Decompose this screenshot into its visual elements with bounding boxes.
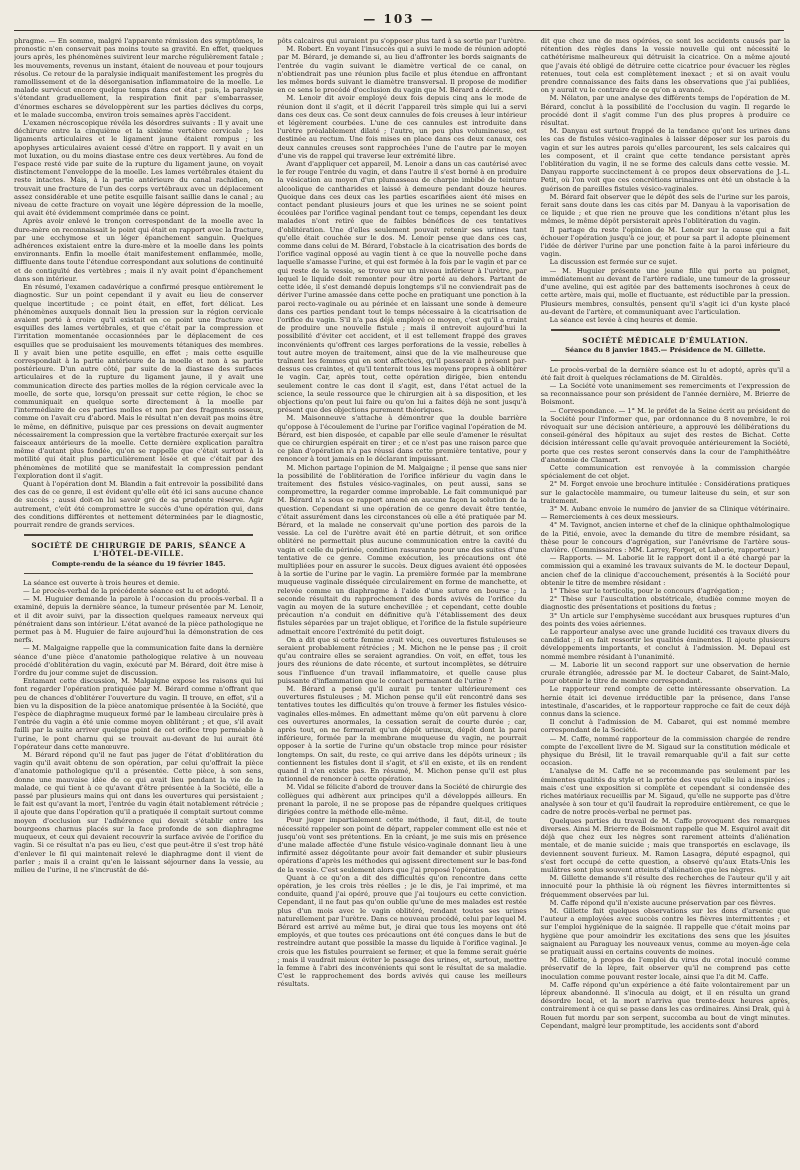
- paragraph: La discussion est fermée sur ce sujet.: [549, 258, 678, 267]
- paragraph: La séance est ouverte à trois heures et demie.: [23, 578, 180, 587]
- paragraph: 2° Thèse sur l'auscultation obstétricale, étudiée comme moyen de diagnostic des présentations et positions du fœtus ;: [540, 595, 790, 612]
- paragraph: Cette communication est renvoyée à la commission chargée spécialement de cet objet.: [540, 463, 790, 481]
- paragraph: pôts calcaires qui auraient pu s'opposer plus tard à sa sortie par l'urètre.: [277, 37, 526, 45]
- paragraph: M. Caffe répond qu'un expérience a été faite volontairement par un lépreux abandonné. Il s'inocula au doigt, et il en résulta un grand désordre local, et la mort n'arriva que trente-deux heures après, contrairement à ce qui se passe dans les cas ordinaires. Ainsi Drak, qui à Rouen fut mordu par son serpent, succomba au bout de vingt minutes. Cependant, malgré leur promptitude, les accidents sont d'abord: [540, 980, 790, 1030]
- paragraph: M. Gillette fait quelques observations sur les dons d'arsenic que l'auteur a employées avec succès contre les fièvres intermittentes ; et sur l'emploi hygiénique de la saignée. Il rappelle que c'était moins par hygiène que pour amoindrir les excitations des sens que les jésuites saignaient au Paraguay les nouveaux venus, comme au moyen-âge cela se pratiquait aussi en certains couvents de moines.: [540, 906, 790, 956]
- paragraph: M. Bérard fait observer que le dépôt des sels de l'urine sur les parois, ferait sans doute dans les cas cités par M. Danyau à la vaporisation de ce liquide ; et que rien ne prouve que les conditions n'étant plus les mêmes, le même dépôt persisterait après l'oblitération du vagin.: [540, 192, 790, 226]
- text-columns: [14, 37, 790, 1165]
- paragraph: M. Gillette demande s'il résulte des recherches de l'auteur qu'il y ait innocuité pour la phthisie là où régnent les fièvres intermittentes si fréquemment observées par lui.: [540, 874, 790, 899]
- paragraph: M. Lenoir dit avoir employé deux fois depuis cinq ans le mode de réunion dont il s'agit, et il décrit l'appareil très simple qui lui a servi dans ces deux cas. Ce sont deux cannules de fois creuses à leur intérieur et légèrement courbées. L'une de ces cannules est introduite dans l'urètre préalablement dilaté ; l'autre, un peu plus volumineuse, est destinée au rectum. Une fois mises en place dans ces deux canaux, ces deux cannules creuses sont rapprochées l'une de l'autre par le moyen d'une vis de rappel qui traverse leur extrémité libre.: [277, 94, 527, 160]
- page-header: [14, 8, 784, 31]
- section-divider: [24, 534, 253, 536]
- paragraph: Quant à ce qu'on a dit des difficultés qu'on rencontre dans cette opération, je les crois très réelles ; je le dis, je l'ai imprimé, et ma conduite, quand j'ai opéré, prouve que j'ai toujours eu cette conviction. Cependant, il ne faut pas qu'on oublie qu'une de mes malades est restée plus d'un mois avec le vagin oblitéré, rendant toutes ses urines naturellement par l'urètre. Dans ce nouveau procédé, celui par lequel M. Bérard est arrivé au même but, je dirai que tous les moyens ont été employés, et que toutes ces précautions ont été conçues dans le but de restreindre autant que possible la masse du liquide à l'orifice vaginal. Je crois que les fistules pourraient se fermer, et que la femme serait guérie ; mais il vaudrait mieux éviter le passage des urines, et, surtout, mettre la femme à l'abri des inconvénients qui sont le résultat de sa maladie. C'est le rapprochement des bords avivés qui cause les meilleurs résultats.: [277, 873, 527, 989]
- paragraph: 3° Un article sur l'emphysème succédant aux brusques ruptures d'un des points des voies aériennes.: [540, 611, 790, 628]
- paragraph: — M. Huguier présente une jeune fille qui porte au poignet, immédiatement au devant de l'artère radiale, une tumeur de la grosseur d'une aveline, qui est agitée par des battements isochrones à ceux de cette artère, mais qui, molle et fluctuante, est réductible par la pression. Plusieurs membres, consultés, pensent qu'il s'agit ici d'un kyste placé au-devant de l'artère, et communiquant avec l'articulation.: [540, 266, 790, 316]
- column-right: [541, 37, 790, 1165]
- section-divider: [551, 329, 780, 331]
- paragraph: L'examen nécroscopique révéla les désordres suivants : Il y avait une déchirure entre la cinquième et la sixième vertèbre cervicale ; les ligaments articulaires et le ligament jaune étaient rompus ; les apophyses articulaires avaient cessé d'être en rapport. Il y avait en un mot luxation, ou du moins diastase entre ces deux vertèbres. Au fond de l'espace resté vide par suite de la rupture du ligament jaune, on voyait distinctement l'enveloppe de la moelle. Les lames vertébrales étaient du reste intactes. Mais, à la partie antérieure du canal rachidien, on trouvait une fracture de l'un des corps vertébraux avec un déplacement assez considérable et une petite esquille faisant saillie dans le canal ; au niveau de cette fracture on voyait une légère dépression de la moelle, qui avait été évidemment comprimée dans ce point.: [14, 119, 264, 218]
- paragraph: 3° M. Aubanc envoie le numéro de janvier de sa Clinique vétérinaire. — Remerciements à ces deux messieurs.: [540, 504, 790, 522]
- paragraph: L'analyse de M. Caffe ne se recommande pas seulement par les éminentes qualités du style et la portée des vues qu'elle lui a inspirées ; mais c'est une exposition si complète et cependant si condensée des riches matériaux recueillis par M. Sigaud, qu'elle ne supporte pas d'être analysée à son tour et qu'il faudrait la reproduire entièrement, ce que le cadre de notre procès-verbal ne permet pas.: [540, 767, 790, 817]
- paragraph: — Le procès-verbal de la précédente séance est lu et adopté.: [23, 587, 231, 595]
- paragraph: 2° M. Forget envoie une brochure intitulée : Considérations pratiques sur le galactocèle mammaire, ou tumeur laiteuse du sein, et sur son traitement.: [540, 480, 790, 505]
- paragraph: M. Gillette, à propos de l'emploi du virus du crotal inoculé comme préservatif de la lèpre, fait observer qu'il ne comprend pas cette inoculation comme pouvant rester locale, ainsi que l'a dit M. Caffe.: [540, 956, 790, 981]
- paragraph: — M. Malgaigne rappelle que la communication faite dans la dernière séance d'une pièce d'anatomie pathologique relative à un nouveau procédé d'oblitération du vagin, exécuté par M. Bérard, doit être mise à l'ordre du jour comme sujet de discussion.: [14, 644, 264, 678]
- column-middle: [277, 37, 526, 1165]
- paragraph: M. Caffe répond qu'il n'existe aucune préservation par ces fièvres.: [549, 898, 776, 907]
- paragraph: M. Maisonneuve s'attache à démontrer que la double barrière qu'oppose à l'écoulement de l'urine par l'orifice vaginal l'opération de M. Bérard, est bien disposée, et capable par elle seule d'amener le résultat que ce chirurgien espérait en tirer ; et ce n'est pas une raison parce que ce plan d'opération n'a pas réussi dans cette première tentative, pour y renoncer à tout jamais en le déclarant impuissant.: [277, 414, 527, 464]
- section-title: SOCIÉTÉ MÉDICALE D'ÉMULATION.: [582, 336, 749, 346]
- column-left: [14, 37, 263, 1165]
- paragraph: En résumé, l'examen cadavérique a confirmé presque entièrement le diagnostic. Sur un point cependant il y avait eu lieu de conserver quelque incertitude ; ce point était, en effet, fort délicat. Les phénomènes auxquels donnait lieu la pression sur la région cervicale avaient porté à croire qu'il existait en ce point une fracture avec esquilles des lames vertébrales, et que c'était par la compression et l'irritation momentanée occasionnées par le déplacement de ces esquilles que se produisaient les mouvements tétaniques des membres. Il y avait bien une petite esquille, en effet ; mais cette esquille correspondait à la partie antérieure de la moelle et non à sa partie postérieure. D'un autre côté, par suite de la diastase des surfaces articulaires et de la rupture du ligament jaune, il y avait une communication directe des parties molles de la région cervicale avec la moelle, de sorte que, lorsqu'on pressait sur cette région, le choc se communiquait en quelque sorte directement à la moelle par l'intermédiaire de ces parties molles et non par des fragments osseux, comme on l'avait cru d'abord. Mais le résultat n'en devait pas moins être le même, en définitive, puisque par ces pressions on devait augmenter nécessairement la compression que la vertèbre fracturée exerçait sur les faisceaux antérieurs de la moelle. Cette dernière explication paraîtra même d'autant plus fondée, qu'on se rappelle que c'était surtout à la motilité qui était plus particulièrement lésée et que c'était par des phénomènes de motilité que se manifestait la compression pendant l'exploration dont il s'agit.: [14, 283, 264, 480]
- paragraph: M. Nélaton, par une analyse des différents temps de l'opération de M. Bérard, conclut à la possibilité de l'occlusion du vagin. Il regarde le procédé dont il s'agit comme l'un des plus propres à produire ce résultat.: [540, 94, 790, 128]
- paragraph: M. Vidal se félicite d'abord de trouver dans la Société de chirurgie des collègues qui adhèrent aux principes qu'il a développés ailleurs. En prenant la parole, il ne se propose pas de répandre quelques critiques dirigées contre la méthode elle-même.: [277, 783, 527, 817]
- paragraph: 4° M. Tavignot, ancien interne et chef de la clinique ophthalmologique de la Pitié, envoie, avec la demande du titre de membre résidant, sa thèse pour le concours d'agrégation, sur l'anévrisme de l'artère sous-clavière. (Commissaires : MM. Larrey, Forget, et Laborie, rapporteur.): [540, 521, 790, 554]
- paragraph: Après avoir enlevé le tronçon correspondant de la moelle avec la dure-mère on reconnaissait le point qui était en rapport avec la fracture, par une ecchymose et un léger épanchement sanguin. Quelques adhérences existaient entre la dure-mère et la moelle dans les points environnants. Enfin la moelle était manifestement enflammée, molle, diffluente dans toute l'étendue correspondant aux solutions de continuité et de contiguïté des vertèbres ; mais il n'y avait point d'épanchement dans son intérieur.: [14, 217, 264, 283]
- section-title: SOCIÉTÉ DE CHIRURGIE DE PARIS, SÉANCE A L'HÔTEL-DE-VILLE.: [31, 541, 246, 559]
- paragraph: M. Bérard a pensé qu'il aurait pu tenter ultérieurement ces ouvertures fistuleuses ; M. Michon pense qu'il eût rencontré dans ses tentatives toutes les difficultés qu'on trouve à fermer les fistules vésico-vaginales elles-mêmes. En admettant même qu'on eût parvenu à clore ces ouvertures anormales, la cessation serait de courte durée ; car, après tout, on ne fermerait qu'un dépôt urineux, dépôt dont la paroi inférieure, formée par la membrane muqueuse du vagin, ne pourrait opposer à la sortie de l'urine qu'un obstacle trop mince pour résister longtemps. On sait, du reste, ce qui arrive dans les dépôts urineux ; ils contiennent les fistules dont il s'agit, et s'il en existe, et ils en rendent quand il n'en existe pas. En résumé, M. Michon pense qu'il est plus rationnel de renoncer à cette opération.: [277, 685, 527, 784]
- paragraph: — Rapports. — M. Laborie lit le rapport dont il a été chargé par la commission qui a examiné les travaux suivants de M. le docteur Depaul, ancien chef de la clinique d'accouchement, présentés à la Société pour obtenir le titre de membre résidant :: [540, 554, 790, 587]
- paragraph: — M. Caffe, nommé rapporteur de la commission chargée de rendre compte de l'excellent livre de M. Sigaud sur la constitution médicale et physique du Brésil, lit le travail remarquable qu'il a fait sur cette occasion.: [540, 734, 790, 768]
- page-number: — 103 —: [363, 12, 435, 26]
- paragraph: Il conclut à l'admission de M. Cabaret, qui est nommé membre correspondant de la Société.: [540, 718, 790, 735]
- paragraph: M. Michon partage l'opinion de M. Malgaigne ; il pense que sans nier la possibilité de l'oblitération de l'orifice inférieur du vagin dans le traitement des fistules vésico-vaginales, on peut aussi, sans se compromettre, la regarder comme improbable. Le fait communiqué par M. Bérard n'a sous ce rapport amené en aucune façon la solution de la question. Cependant si une opération de ce genre devait être tentée, c'était assurément dans les circonstances où elle a été pratiquée par M. Bérard, et la malade ne conservait qu'une portion des parois de la vessie. La cel de l'urètre avait été en partie détruit, et son orifice oblitéré ne permettait plus aucune communication entre la cavité du vagin et celle du périnée, condition rassurante pour une des suites d'une tentative de ce genre. Comme exécution, les précautions ont été multipliées pour en assurer le succès. Deux digues avaient été opposées à la sortie de l'urine par le vagin. La première formée par la membrane muqueuse vaginale disséquée circulairement en forme de manchette, et relevée comme un diaphragme à l'aide d'une suture en bourse ; la seconde résultait du rapprochement des bords avivés de l'orifice du vagin au moyen de la suture enchevillée ; et cependant, cette double précaution n'a conduit en définitive qu'à l'établissement des deux fistules séparées par un trajet oblique, et l'orifice de la fistule supérieure admettait encore l'extrémité du petit doigt.: [277, 463, 527, 636]
- paragraph: On a dit que si cette femme avait vécu, ces ouvertures fistuleuses se seraient probablement rétrécies ; M. Michon ne le pense pas ; il croit qu'au contraire elles se seraient agrandies. On voit, en effet, tous les jours des réunions de date récente, et surtout incomplètes, se détruire sous l'influence d'un travail inflammatoire, et quelle cause plus puissante d'inflammation que le contact permanent de l'urine ?: [277, 635, 527, 685]
- paragraph: M. Robert. En voyant l'insuccès qui a suivi le mode de réunion adopté par M. Bérard, je demande si, au lieu d'affronter les bords saignants de l'entrée du vagin suivant le diamètre vertical de ce canal, on n'obtiendrait pas une réunion plus facile et plus étendue en affrontant les mêmes bords suivant le diamètre transversal. Il propose de modifier en ce sens le procédé d'occlusion du vagin que M. Bérard a décrit.: [277, 45, 527, 95]
- paragraph: Le rapporteur analyse avec une grande lucidité ces travaux divers du candidat ; il en fait ressortir les qualités éminentes. Il ajoute plusieurs développements importants, et conclut à l'admission. M. Depaul est nommé membre résidant à l'unanimité.: [540, 628, 790, 661]
- paragraph: dit que chez une de mes opérées, ce sont les accidents causés par la rétention des règles dans la vessie nouvelle qui ont nécessité le cathétérisme malheureux qui détruisit la cicatrice. On a même ajouté que j'avais été obligé de détruire cette cicatrice pour évacuer les règles retenues, tout cela est complètement inexact ; et si on avait voulu prendre connaissance des faits dans les observations que j'ai publiées, on y aurait vu le contraire de ce qu'on a avancé.: [540, 37, 790, 95]
- paragraph: — La Société vote unanimement ses remerciments et l'expression de sa reconnaissance pour son président de l'année dernière, M. Brierre de Boismont.: [540, 381, 790, 407]
- paragraph: Le rapporteur rend compte de cette intéressante observation. La hernie était ici devenue irréductible par la présence, dans l'anse intestinale, d'ascarides, et le rapporteur rapproche ce fait de ceux déjà connus dans la science.: [540, 685, 790, 719]
- subtitle-divider: [551, 360, 780, 361]
- paragraph: Pour juger impartialement cette méthode, il faut, dit-il, de toute nécessité rappeler son point de départ, rappeler comment elle est née et jusqu'où vont ses prétentions. En la créant, je me suis mis en présence d'une malade affectée d'une fistule vésico-vaginale donnant lieu à une infirmité assez dégoûtante pour avoir fait demander et subir plusieurs opérations d'après les méthodes qui agissent directement sur le bas-fond de la vessie. C'est seulement alors que j'ai proposé l'opération.: [277, 816, 527, 874]
- section-subtitle: Séance du 8 janvier 1845.— Présidence de M. Gillette.: [565, 346, 766, 355]
- subtitle-divider: [24, 573, 253, 574]
- paragraph: M. Danyau est surtout frappé de la tendance qu'ont les urines dans les cas de fistules vésico-vaginales à laisser déposer sur les parois du vagin et sur les autres parois qu'elles parcourent, les sels calcaires qui les composent, et il craint que cette tendance persistant après l'oblitération du vagin, il ne se forme des calculs dans cette vessie. M. Danyau rapporte succinctement à ce propos deux observations de J.-L. Petit, où l'on voit que ces concrétions urinaires ont été un obstacle à la guérison de pareilles fistules vésico-vaginales.: [540, 127, 790, 193]
- paragraph: Quant à l'opération dont M. Blandin a fait entrevoir la possibilité dans des cas de ce genre, il est évident qu'elle eût été ici sans aucune chance de succès ; aussi doit-on lui savoir gré de sa prudente réserve. Agir autrement, c'eût été compromettre le succès d'une opération qui, dans des conditions différentes et nettement déterminées par le diagnostic, pourrait rendre de grands services.: [14, 479, 264, 529]
- paragraph: Avant d'appliquer cet appareil, M. Lenoir a dans un cas cautérisé avec le fer rouge l'entrée du vagin, et dans l'autre il s'est borné à en produire la vésication au moyen d'un plumasseau de charpie imbibé de teinture alcoolique de cantharides et laissé à demeure pendant douze heures. Quoique dans ces deux cas les parties escarifiées aient été mises en contact pendant plusieurs jours et que les urines ne se soient point écoulées par l'orifice vaginal pendant tout ce temps, cependant les deux malades n'ont retiré que de faibles bénéfices de ces tentatives d'oblitération. Une d'elles seulement pouvait retenir ses urines tant qu'elle était couchée sur le dos. M. Lenoir pense que dans ces cas, comme dans celui de M. Bérard, l'obstacle à la cicatrisation des bords de l'orifice vaginal opposé au vagin tient à ce que la nouvelle poche dans laquelle s'amasse l'urine, et qui est formée à la fois par le vagin et par ce qui reste de la vessie, se trouve sur un niveau inférieur à l'urètre, par lequel le liquide doit remonter pour être porté au dehors. Partant de cette idée, il s'est demandé depuis longtemps s'il ne conviendrait pas de dériver l'urine amassée dans cette poche en pratiquant une ponction à la paroi recto-vaginale ou au périnée et en laissant une sonde à demeure dans ces parties pendant tout le temps nécessaire à la cicatrisation de l'orifice du vagin. S'il n'a pas déjà employé ce moyen, c'est qu'il a craint de produire une nouvelle fistule ; mais il entrevoit aujourd'hui la possibilité d'éviter cet accident, et il est tellement frappé des graves inconvénients qu'offrent ces larges perforations de la vessie, rebelles à tout autre moyen de traitement, ainsi que de la vie malheureuse que traînent les femmes qui en sont affectées, qu'il passerait à présent par-dessus ces craintes, et qu'il tenterait tous les moyens propres à oblitérer le vagin. Car, après tout, cette opération dirigée, bien entendu seulement contre le cas dont il s'agit, est, dans l'état actuel de la science, la seule ressource que le chirurgien ait à sa disposition, et les objections qu'on peut lui faire ou qu'on lui a faites déjà ne sont jusqu'à présent que des objections purement théoriques.: [277, 160, 527, 415]
- paragraph: — Correspondance. — 1° M. le préfet de la Seine écrit au président de la Société pour l'informer que, par ordonnance du 8 novembre, le roi révoquait sur une décision antérieure, a approuvé les délibérations du conseil-général des hôpitaux au sujet des restes de Bichat. Cette décision intéressant celle qu'avait provoquée antérieurement la Société, porte que ces restes seront conservés dans la cour de l'amphithéâtre d'anatomie de Clamart.: [540, 406, 790, 464]
- paragraph: — M. Huguier demande la parole à l'occasion du procès-verbal. Il a examiné, depuis la dernière séance, la tumeur présentée par M. Lenoir, et il dit avoir suivi, par la dissection quelques rameaux nerveux qui pénétraient dans son intérieur. L'état avancé de la pièce pathologique ne permet pas à M. Huguier de faire aujourd'hui la démonstration de ces nerfs.: [14, 595, 264, 645]
- paragraph: Il partage du reste l'opinion de M. Lenoir sur la cause qui a fait échouer l'opération jusqu'à ce jour, et pour sa part il adopte pleinement l'idée de dériver l'urine par une ponction faite à la paroi inférieure du vagin.: [540, 225, 790, 259]
- paragraph: La séance est levée à cinq heures et demie.: [549, 315, 698, 324]
- paragraph: 1° Thèse sur le torticolis, pour le concours d'agrégation ;: [549, 587, 744, 595]
- paragraph: Quelques parties du travail de M. Caffe provoquent des remarques diverses. Ainsi M. Brierre de Boismont rappelle que M. Esquirol avait dit déjà que chez eux les nègres sont rarement atteints d'aliénation mentale, et de manie suicide ; mais que transportés en esclavage, ils deviennent souvent furieux. M. Ramon Lasagra, député espagnol, qui s'est fort occupé de cette question, a observé qu'aux Etats-Unis les mulâtres sont plus souvent atteints d'aliénation que les nègres.: [540, 816, 790, 874]
- section-subtitle: Compte-rendu de la séance du 19 février 1845.: [51, 559, 226, 568]
- paragraph: Le procès-verbal de la dernière séance est lu et adopté, après qu'il a été fait droit à quelques réclamations de M. Giraldès.: [540, 365, 790, 382]
- paragraph: — M. Laborie lit un second rapport sur une observation de hernie crurale étranglée, adressée par M. le docteur Cabaret, de Saint-Malo, pour obtenir le titre de membre correspondant.: [540, 660, 790, 686]
- paragraph: phragme. — En somme, malgré l'apparente rémission des symptômes, le pronostic n'en conservait pas moins toute sa gravité. En effet, quelques jours après, les phénomènes suivirent leur marche régulièrement fatale ; les mouvements, revenus un instant, étaient de nouveau et pour toujours résolus. Ce retour de la paralysie indiquait manifestement les progrès du ramollissement et de la désorganisation inflammatoire de la moelle. Le malade survécut encore quelque temps dans cet état ; puis, la paralysie s'étendant graduellement, la respiration finit par s'embarrasser, d'énormes eschares se développèrent sur les parties déclives du corps, et le malade succomba, environ trois semaines après l'accident.: [14, 37, 264, 119]
- paragraph: Entamant cette discussion, M. Malgaigne expose les raisons qui lui font regarder l'opération pratiquée par M. Bérard comme n'offrant que peu de chances d'oblitérer l'ouverture du vagin. Il trouve, en effet, s'il a bien vu la disposition de la pièce anatomique présentée à la Société, que l'espèce de diaphragme muqueux formé par le lambeau circulaire près à l'entrée du vagin a été unie comme moyen oblitérant ; et que, s'il avait failli par la suite arriver quelque point de cet orifice trop perméable à l'urine, le pont charnu qui se trouvait au-devant de lui aurait ôté l'opérateur dans cette manœuvre.: [14, 677, 264, 751]
- paragraph: M. Bérard répond qu'il ne faut pas juger de l'état d'oblitération du vagin qu'il avait obtenu de son opération, par celui qu'offrait la pièce d'anatomie pathologique qu'il a présentée. Cette pièce, à son sens, donne une mauvaise idée de ce qui avait lieu pendant la vie de la malade, ce qui tient à ce qu'avant d'être présentée à la Société, elle a passé par plusieurs mains qui ont dans les ouvertures qui persistaient ; le fait est qu'avant la mort, l'entrée du vagin était notablement rétrécie ; il ajoute que dans l'opération qu'il a pratiquée il comptait surtout comme moyen d'occlusion sur l'adhérence qui devait s'établir entre les bourgeons charnus placés sur la face profonde de son diaphragme muqueux, et ceux qui devaient recouvrir la surface avivée de l'orifice du vagin. Si ce résultat n'a pas eu lieu, c'est que peut-être il s'est trop hâté d'enlever le fil qui maintenait relevé le diaphragme dont il vient de parler ; mais il a craint qu'en le laissant séjourner dans la vessie, au milieu de l'urine, il ne s'incrustât de dé-: [14, 751, 264, 874]
